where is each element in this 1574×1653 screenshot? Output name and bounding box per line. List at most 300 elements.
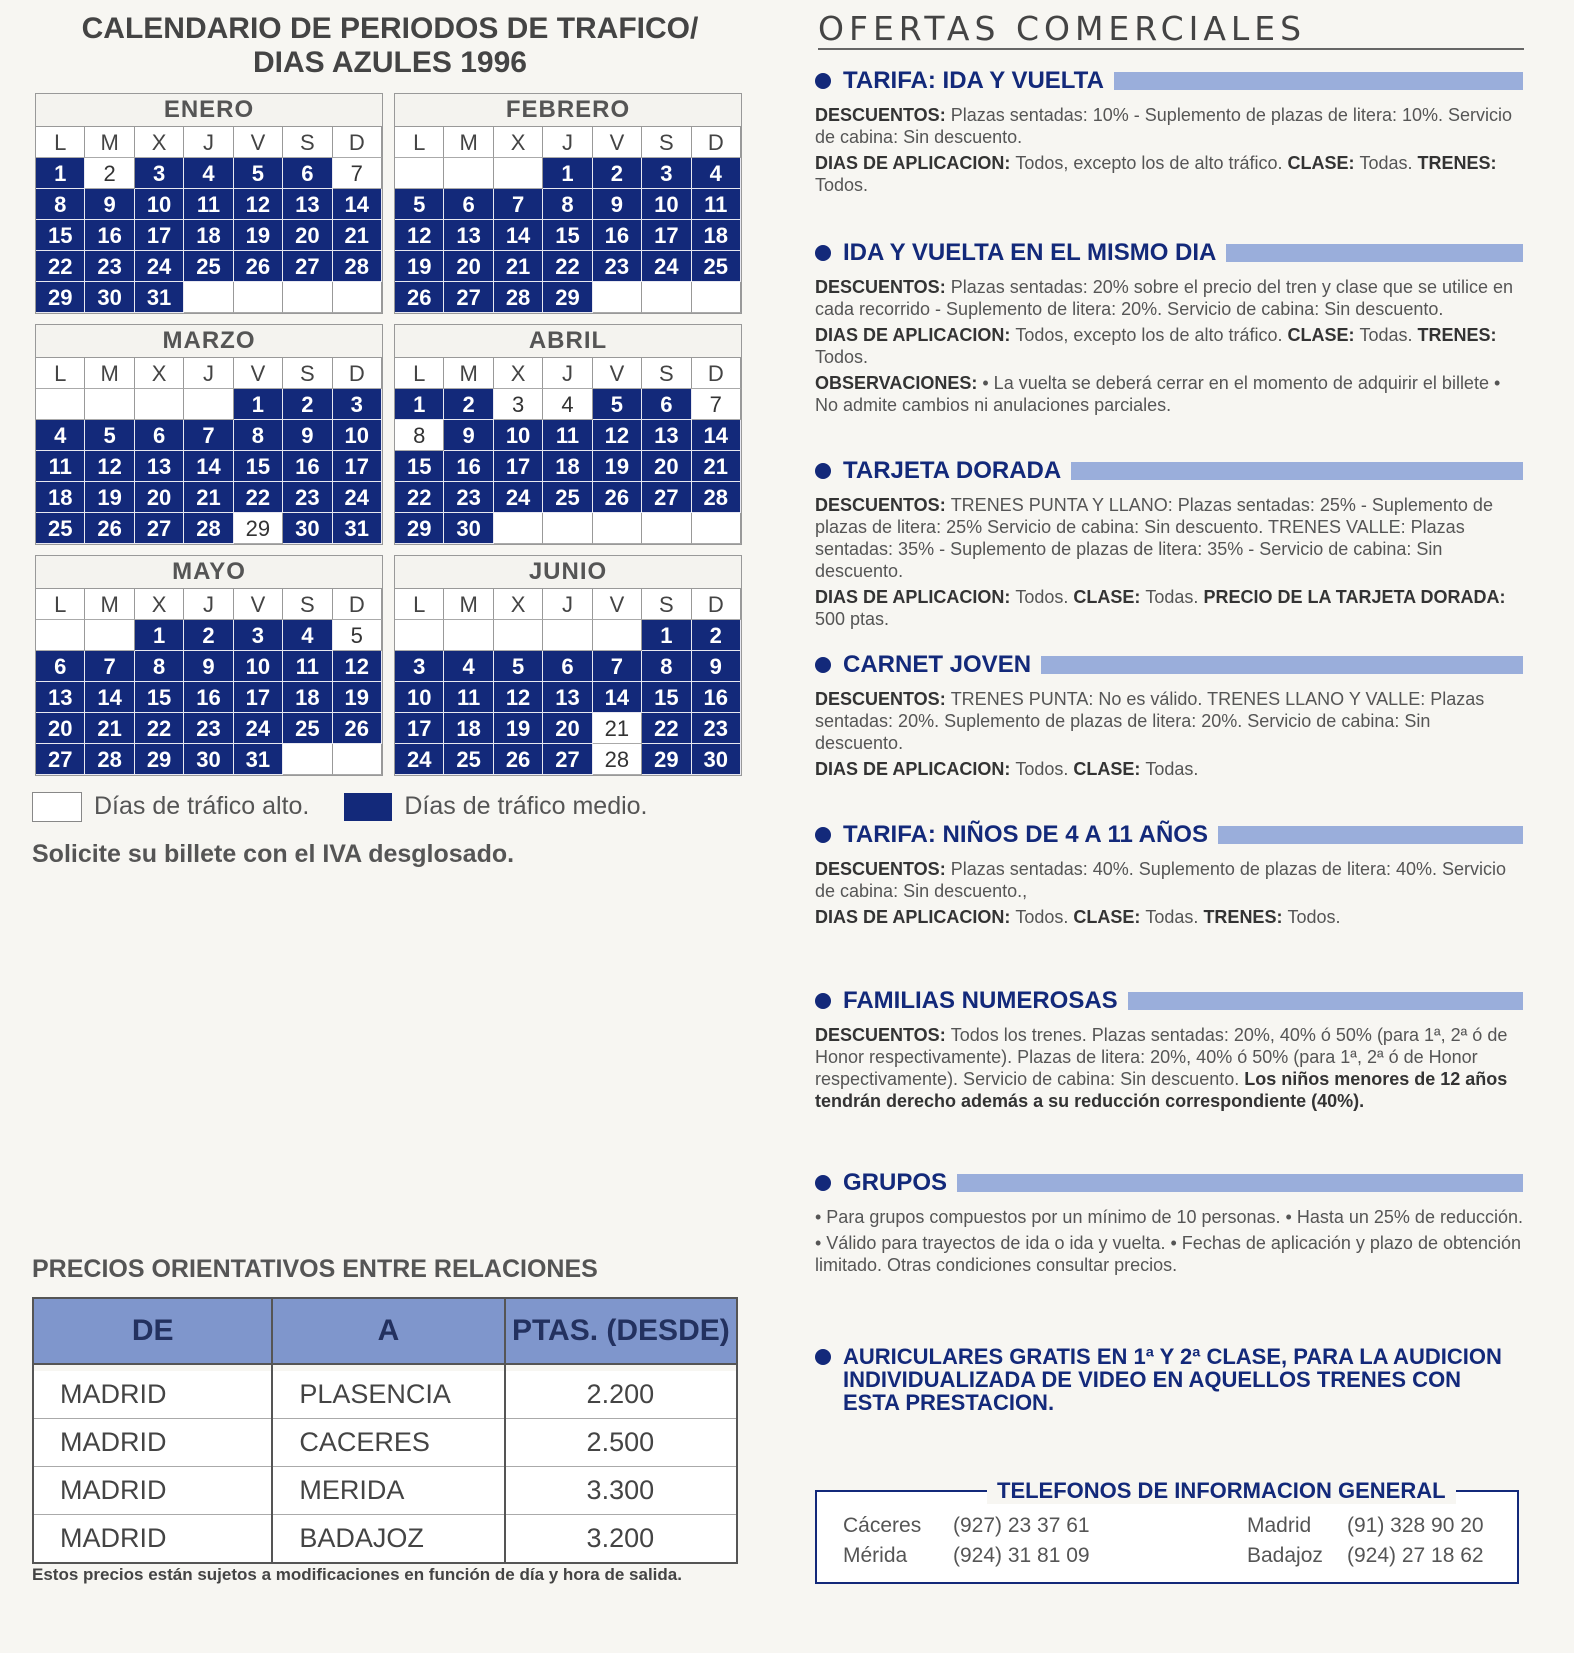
day-medium-traffic: 2 <box>692 620 741 651</box>
day-medium-traffic: 27 <box>283 251 332 282</box>
phone-number: (927) 23 37 61 <box>953 1514 1090 1537</box>
day-medium-traffic: 16 <box>692 682 741 713</box>
phone-number: (924) 31 81 09 <box>953 1544 1090 1567</box>
day-medium-traffic: 9 <box>85 189 134 220</box>
offer-line <box>815 1206 1523 1228</box>
day-empty <box>283 282 332 313</box>
day-medium-traffic: 10 <box>395 682 444 713</box>
day-medium-traffic: 29 <box>135 744 184 775</box>
day-medium-traffic: 5 <box>85 420 134 451</box>
iva-note: Solicite su billete con el IVA desglosado. <box>32 840 515 868</box>
day-empty <box>494 158 543 189</box>
day-medium-traffic: 17 <box>642 220 691 251</box>
day-high-traffic: 2 <box>85 158 134 189</box>
offer-line <box>815 276 1523 320</box>
weekday-header: J <box>184 358 233 389</box>
month-name: FEBRERO <box>395 94 741 127</box>
day-medium-traffic: 20 <box>444 251 493 282</box>
offer-text: Plazas sentadas: 10% - Suplemento de plazas de litera: 10%. Servicio de cabina: Sin descuento. <box>815 105 1513 147</box>
day-medium-traffic: 10 <box>642 189 691 220</box>
day-medium-traffic: 1 <box>36 158 85 189</box>
day-medium-traffic: 19 <box>333 682 382 713</box>
offer-text: Todos, excepto los de alto tráfico. <box>1015 153 1288 173</box>
day-medium-traffic: 14 <box>692 420 741 451</box>
day-medium-traffic: 22 <box>642 713 691 744</box>
weekday-header: X <box>135 358 184 389</box>
offer-line <box>815 324 1523 368</box>
day-medium-traffic: 3 <box>395 651 444 682</box>
day-medium-traffic: 6 <box>444 189 493 220</box>
phone-number: (91) 328 90 20 <box>1347 1514 1484 1537</box>
weekday-header: D <box>333 127 382 158</box>
day-medium-traffic: 25 <box>543 482 592 513</box>
offer-line <box>815 1024 1523 1112</box>
day-medium-traffic: 1 <box>543 158 592 189</box>
offer-label: CLASE: <box>1073 907 1146 927</box>
offer-line <box>815 858 1523 902</box>
calendar-title-line-2: DIAS AZULES 1996 <box>253 46 527 79</box>
day-medium-traffic: 1 <box>234 389 283 420</box>
weekday-header: V <box>234 589 283 620</box>
day-medium-traffic: 18 <box>543 451 592 482</box>
day-medium-traffic: 27 <box>543 744 592 775</box>
weekday-header: J <box>543 358 592 389</box>
day-medium-traffic: 25 <box>283 713 332 744</box>
offer-text: Todos. <box>1015 907 1074 927</box>
day-medium-traffic: 13 <box>135 451 184 482</box>
heading-bar <box>1071 462 1523 480</box>
weekday-header: L <box>36 358 85 389</box>
offer-item <box>815 456 1523 634</box>
weekday-header: X <box>494 358 543 389</box>
offer-line <box>815 1232 1523 1276</box>
offer-label: DIAS DE APLICACION: <box>815 759 1016 779</box>
bullet-icon <box>815 463 831 479</box>
day-medium-traffic: 8 <box>642 651 691 682</box>
day-medium-traffic: 24 <box>494 482 543 513</box>
offer-title: TARIFA: NIÑOS DE 4 A 11 AÑOS <box>843 821 1208 848</box>
offer-line <box>815 906 1523 928</box>
day-high-traffic: 8 <box>395 420 444 451</box>
weekday-header: M <box>444 127 493 158</box>
day-medium-traffic: 24 <box>642 251 691 282</box>
weekday-header: V <box>593 127 642 158</box>
day-medium-traffic: 11 <box>36 451 85 482</box>
day-empty <box>283 744 332 775</box>
day-medium-traffic: 18 <box>283 682 332 713</box>
route-from: MADRID <box>33 1371 272 1419</box>
legend-high-label: Días de tráfico alto. <box>94 792 310 820</box>
offer-item <box>815 820 1523 932</box>
heading-bar <box>1218 826 1523 844</box>
day-medium-traffic: 3 <box>333 389 382 420</box>
offer-text: Plazas sentadas: 20% sobre el precio del tren y clase que se utilice en cada recorrido - Suplemento de litera: 20%. Servicio de cabina: Sin descuento. <box>815 277 1514 319</box>
calendar-title-line-1: CALENDARIO DE PERIODOS DE TRAFICO/ <box>81 12 699 45</box>
month-marzo <box>35 324 383 545</box>
table-row <box>33 1419 737 1467</box>
offer-heading <box>815 650 1523 680</box>
weekday-header: V <box>234 127 283 158</box>
day-medium-traffic: 12 <box>395 220 444 251</box>
day-medium-traffic: 10 <box>135 189 184 220</box>
offer-heading <box>815 820 1523 850</box>
offer-item <box>815 238 1523 420</box>
day-medium-traffic: 17 <box>395 713 444 744</box>
day-medium-traffic: 30 <box>444 513 493 544</box>
route-to: MERIDA <box>272 1467 504 1515</box>
offer-title: TARJETA DORADA <box>843 457 1062 484</box>
bullet-icon <box>815 827 831 843</box>
weekday-header: X <box>135 127 184 158</box>
offer-label: DIAS DE APLICACION: <box>815 153 1016 173</box>
day-empty <box>234 282 283 313</box>
heading-bar <box>1226 244 1523 262</box>
phone-city: Cáceres <box>843 1514 922 1537</box>
day-medium-traffic: 5 <box>234 158 283 189</box>
day-medium-traffic: 14 <box>85 682 134 713</box>
day-medium-traffic: 26 <box>494 744 543 775</box>
day-medium-traffic: 14 <box>333 189 382 220</box>
day-medium-traffic: 3 <box>642 158 691 189</box>
day-empty <box>692 282 741 313</box>
offer-text: Todas. <box>1145 759 1199 779</box>
day-medium-traffic: 22 <box>543 251 592 282</box>
weekday-header: D <box>333 589 382 620</box>
phones-box <box>815 1478 1519 1584</box>
day-medium-traffic: 22 <box>234 482 283 513</box>
day-empty <box>692 513 741 544</box>
phones-title: TELEFONOS DE INFORMACION GENERAL <box>987 1478 1456 1504</box>
offer-label: CLASE: <box>1287 325 1360 345</box>
offers-title: OFERTAS COMERCIALES <box>818 14 1524 50</box>
day-empty <box>36 620 85 651</box>
day-medium-traffic: 4 <box>692 158 741 189</box>
day-medium-traffic: 17 <box>333 451 382 482</box>
day-medium-traffic: 27 <box>642 482 691 513</box>
day-medium-traffic: 25 <box>692 251 741 282</box>
day-empty <box>642 513 691 544</box>
day-high-traffic: 5 <box>333 620 382 651</box>
day-high-traffic: 7 <box>333 158 382 189</box>
day-medium-traffic: 4 <box>184 158 233 189</box>
day-empty <box>444 158 493 189</box>
offer-text: Todos. <box>1015 587 1074 607</box>
day-medium-traffic: 30 <box>184 744 233 775</box>
day-medium-traffic: 26 <box>85 513 134 544</box>
day-medium-traffic: 8 <box>135 651 184 682</box>
day-medium-traffic: 30 <box>85 282 134 313</box>
day-medium-traffic: 29 <box>543 282 592 313</box>
offer-line <box>815 152 1523 196</box>
day-medium-traffic: 2 <box>283 389 332 420</box>
day-medium-traffic: 12 <box>234 189 283 220</box>
offer-heading <box>815 66 1523 96</box>
headphones-text: AURICULARES GRATIS EN 1ª Y 2ª CLASE, PARA LA AUDICION INDIVIDUALIZADA DE VIDEO EN AQUELLOS TRENES CON ESTA PRESTACION. <box>843 1344 1502 1415</box>
weekday-header: D <box>333 358 382 389</box>
day-medium-traffic: 5 <box>494 651 543 682</box>
day-medium-traffic: 21 <box>494 251 543 282</box>
weekday-header: L <box>395 127 444 158</box>
legend <box>32 792 752 822</box>
day-medium-traffic: 13 <box>444 220 493 251</box>
day-medium-traffic: 11 <box>543 420 592 451</box>
day-medium-traffic: 19 <box>593 451 642 482</box>
day-medium-traffic: 12 <box>333 651 382 682</box>
offer-line <box>815 586 1523 630</box>
route-price: 2.200 <box>505 1371 737 1419</box>
offer-label: DIAS DE APLICACION: <box>815 907 1016 927</box>
day-medium-traffic: 27 <box>36 744 85 775</box>
day-medium-traffic: 6 <box>135 420 184 451</box>
day-medium-traffic: 3 <box>135 158 184 189</box>
offer-label: Los niños menores de 12 años tendrán derecho además a su reducción correspondiente (40%). <box>815 1069 1508 1111</box>
day-medium-traffic: 1 <box>395 389 444 420</box>
offer-text: TRENES PUNTA Y LLANO: Plazas sentadas: 25% - Suplemento de plazas de litera: 25% Servicio de cabina: Sin descuento. TRENES VALLE: Plazas sentadas: 35% - Suplemento de plazas de litera: 35% - Servicio de cabina: Sin descuento. <box>815 495 1493 581</box>
day-medium-traffic: 15 <box>234 451 283 482</box>
month-name: ENERO <box>36 94 382 127</box>
heading-bar <box>1128 992 1523 1010</box>
day-medium-traffic: 11 <box>283 651 332 682</box>
offer-text: Todas. <box>1359 153 1418 173</box>
route-from: MADRID <box>33 1419 272 1467</box>
day-empty <box>184 389 233 420</box>
day-medium-traffic: 29 <box>395 513 444 544</box>
day-medium-traffic: 16 <box>283 451 332 482</box>
day-medium-traffic: 20 <box>543 713 592 744</box>
high-traffic-swatch <box>32 792 82 822</box>
day-medium-traffic: 31 <box>135 282 184 313</box>
day-empty <box>593 513 642 544</box>
day-medium-traffic: 16 <box>85 220 134 251</box>
day-medium-traffic: 19 <box>494 713 543 744</box>
day-medium-traffic: 17 <box>135 220 184 251</box>
day-medium-traffic: 9 <box>184 651 233 682</box>
day-medium-traffic: 11 <box>444 682 493 713</box>
day-medium-traffic: 31 <box>234 744 283 775</box>
weekday-header: S <box>283 358 332 389</box>
month-junio <box>394 555 742 776</box>
day-empty <box>36 389 85 420</box>
offer-text: Todas. <box>1145 907 1204 927</box>
day-medium-traffic: 29 <box>36 282 85 313</box>
offer-title: GRUPOS <box>843 1169 948 1196</box>
day-medium-traffic: 26 <box>395 282 444 313</box>
weekday-header: V <box>234 358 283 389</box>
day-medium-traffic: 7 <box>494 189 543 220</box>
prices-header-to: A <box>272 1298 504 1364</box>
route-from: MADRID <box>33 1467 272 1515</box>
day-medium-traffic: 9 <box>593 189 642 220</box>
day-medium-traffic: 24 <box>395 744 444 775</box>
weekday-header: V <box>593 358 642 389</box>
offer-text: Todos, excepto los de alto tráfico. <box>1015 325 1288 345</box>
day-medium-traffic: 15 <box>395 451 444 482</box>
day-medium-traffic: 4 <box>36 420 85 451</box>
day-medium-traffic: 15 <box>36 220 85 251</box>
day-empty <box>593 620 642 651</box>
day-medium-traffic: 22 <box>135 713 184 744</box>
month-name: MAYO <box>36 556 382 589</box>
legend-medium-label: Días de tráfico medio. <box>404 792 648 820</box>
offer-label: TRENES: <box>1203 907 1288 927</box>
bullet-icon <box>815 245 831 261</box>
day-medium-traffic: 28 <box>692 482 741 513</box>
day-medium-traffic: 23 <box>692 713 741 744</box>
weekday-header: M <box>85 589 134 620</box>
offer-text: TRENES PUNTA: No es válido. TRENES LLANO Y VALLE: Plazas sentadas: 20%. Suplemento de plazas de litera: 20%. Servicio de cabina: Sin descuento. <box>815 689 1485 753</box>
month-enero <box>35 93 383 314</box>
offer-text: Todos. <box>815 347 869 367</box>
day-medium-traffic: 6 <box>36 651 85 682</box>
offer-item <box>815 1168 1523 1280</box>
day-medium-traffic: 16 <box>593 220 642 251</box>
day-medium-traffic: 7 <box>593 651 642 682</box>
weekday-header: J <box>543 589 592 620</box>
calendar-title <box>30 12 750 80</box>
day-medium-traffic: 25 <box>36 513 85 544</box>
day-medium-traffic: 17 <box>234 682 283 713</box>
offer-text: Todos los trenes. Plazas sentadas: 20%, 40% ó 50% (para 1ª, 2ª ó de Honor respectivamente). Plazas de litera: 20%, 40% ó 50% (para 1ª, 2ª ó de Honor respectivamente). Servicio de cabina: Sin descuento. <box>815 1025 1508 1089</box>
day-empty <box>543 620 592 651</box>
offer-text: • Para grupos compuestos por un mínimo de 10 personas. • Hasta un 25% de reducción. <box>815 1207 1524 1227</box>
day-high-traffic: 3 <box>494 389 543 420</box>
weekday-header: D <box>692 589 741 620</box>
weekday-header: J <box>184 589 233 620</box>
day-medium-traffic: 6 <box>642 389 691 420</box>
offer-heading <box>815 238 1523 268</box>
day-medium-traffic: 27 <box>135 513 184 544</box>
offer-heading <box>815 1168 1523 1198</box>
day-medium-traffic: 18 <box>36 482 85 513</box>
day-empty <box>333 282 382 313</box>
day-medium-traffic: 10 <box>234 651 283 682</box>
day-medium-traffic: 6 <box>543 651 592 682</box>
day-high-traffic: 7 <box>692 389 741 420</box>
medium-traffic-swatch <box>344 793 392 821</box>
month-name: MARZO <box>36 325 382 358</box>
offer-line <box>815 372 1523 416</box>
offer-title: TARIFA: IDA Y VUELTA <box>843 67 1104 94</box>
offer-text: • La vuelta se deberá cerrar en el momento de adquirir el billete • No admite cambios ni anulaciones parciales. <box>815 373 1501 415</box>
day-medium-traffic: 4 <box>283 620 332 651</box>
day-medium-traffic: 19 <box>395 251 444 282</box>
day-empty <box>593 282 642 313</box>
month-abril <box>394 324 742 545</box>
bullet-icon <box>815 73 831 89</box>
day-medium-traffic: 20 <box>642 451 691 482</box>
day-medium-traffic: 8 <box>543 189 592 220</box>
heading-bar <box>1114 72 1523 90</box>
day-medium-traffic: 6 <box>283 158 332 189</box>
day-empty <box>543 513 592 544</box>
offer-text: Plazas sentadas: 40%. Suplemento de plazas de litera: 40%. Servicio de cabina: Sin descuento., <box>815 859 1507 901</box>
weekday-header: V <box>593 589 642 620</box>
table-row <box>33 1371 737 1419</box>
day-medium-traffic: 23 <box>593 251 642 282</box>
offer-text: Todos. <box>1015 759 1074 779</box>
day-medium-traffic: 14 <box>184 451 233 482</box>
prices-header-from: DE <box>33 1298 272 1364</box>
day-medium-traffic: 20 <box>36 713 85 744</box>
day-medium-traffic: 4 <box>444 651 493 682</box>
day-medium-traffic: 31 <box>333 513 382 544</box>
day-medium-traffic: 25 <box>184 251 233 282</box>
day-medium-traffic: 15 <box>543 220 592 251</box>
day-medium-traffic: 28 <box>85 744 134 775</box>
heading-bar <box>957 1174 1523 1192</box>
day-medium-traffic: 7 <box>184 420 233 451</box>
weekday-header: L <box>395 589 444 620</box>
day-medium-traffic: 19 <box>85 482 134 513</box>
offer-heading <box>815 456 1523 486</box>
day-medium-traffic: 22 <box>395 482 444 513</box>
day-medium-traffic: 23 <box>283 482 332 513</box>
day-medium-traffic: 18 <box>692 220 741 251</box>
day-medium-traffic: 11 <box>692 189 741 220</box>
route-price: 3.300 <box>505 1467 737 1515</box>
day-medium-traffic: 13 <box>543 682 592 713</box>
day-medium-traffic: 18 <box>444 713 493 744</box>
offer-label: DESCUENTOS: <box>815 859 951 879</box>
offer-line <box>815 758 1523 780</box>
weekday-header: X <box>494 127 543 158</box>
weekday-header: X <box>135 589 184 620</box>
offer-item <box>815 986 1523 1116</box>
day-medium-traffic: 28 <box>494 282 543 313</box>
day-high-traffic: 28 <box>593 744 642 775</box>
prices-note: Estos precios están sujetos a modificaciones en función de día y hora de salida. <box>32 1565 682 1584</box>
day-medium-traffic: 21 <box>85 713 134 744</box>
offer-line <box>815 688 1523 754</box>
weekday-header: L <box>36 127 85 158</box>
day-medium-traffic: 24 <box>234 713 283 744</box>
month-febrero <box>394 93 742 314</box>
offer-title: CARNET JOVEN <box>843 651 1032 678</box>
prices-title: PRECIOS ORIENTATIVOS ENTRE RELACIONES <box>32 1255 598 1283</box>
day-medium-traffic: 24 <box>333 482 382 513</box>
day-medium-traffic: 21 <box>184 482 233 513</box>
weekday-header: S <box>642 358 691 389</box>
day-medium-traffic: 18 <box>184 220 233 251</box>
month-name: JUNIO <box>395 556 741 589</box>
day-medium-traffic: 15 <box>135 682 184 713</box>
day-medium-traffic: 9 <box>283 420 332 451</box>
offer-label: DIAS DE APLICACION: <box>815 325 1016 345</box>
offer-label: DESCUENTOS: <box>815 1025 951 1045</box>
offer-text: Todas. <box>1359 325 1418 345</box>
weekday-header: J <box>184 127 233 158</box>
day-medium-traffic: 20 <box>283 220 332 251</box>
route-price: 3.200 <box>505 1515 737 1564</box>
day-medium-traffic: 8 <box>234 420 283 451</box>
day-empty <box>395 158 444 189</box>
day-medium-traffic: 12 <box>593 420 642 451</box>
day-medium-traffic: 21 <box>333 220 382 251</box>
day-empty <box>642 282 691 313</box>
phone-city: Madrid <box>1247 1514 1312 1537</box>
day-empty <box>494 620 543 651</box>
offer-label: CLASE: <box>1287 153 1360 173</box>
route-to: PLASENCIA <box>272 1371 504 1419</box>
bullet-icon <box>815 657 831 673</box>
route-price: 2.500 <box>505 1419 737 1467</box>
prices-header-price: PTAS. (DESDE) <box>505 1298 737 1364</box>
offer-text: 500 ptas. <box>815 609 890 629</box>
weekday-header: S <box>283 127 332 158</box>
phone-city: Mérida <box>843 1544 908 1567</box>
offer-label: DESCUENTOS: <box>815 105 951 125</box>
day-medium-traffic: 5 <box>395 189 444 220</box>
